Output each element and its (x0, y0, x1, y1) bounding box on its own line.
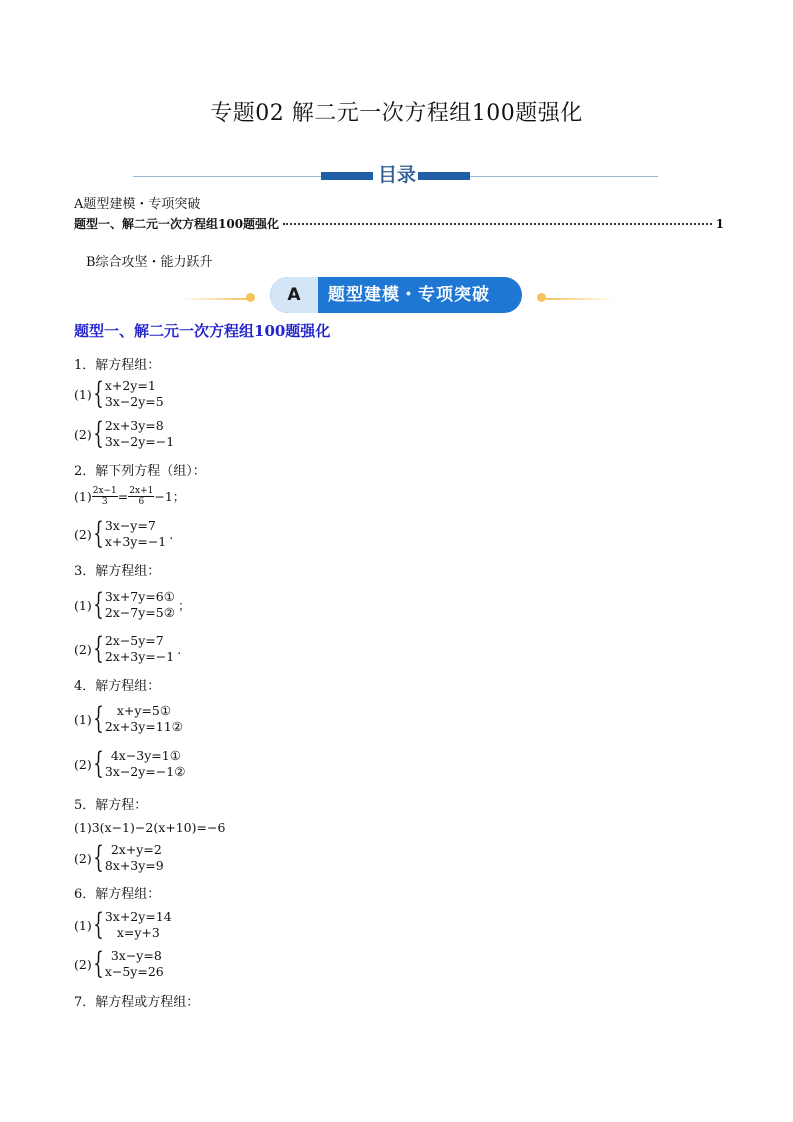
system-label: (2) (74, 850, 92, 866)
toc-heading: 目录 (377, 164, 416, 186)
system-label: (2) (74, 641, 92, 657)
fraction (92, 486, 118, 507)
system-1-2 (74, 418, 174, 450)
equation-label: (1) (74, 488, 92, 504)
question-2: 2．解下列方程（组）： (74, 464, 206, 479)
toc-entry[interactable] (74, 215, 724, 232)
banner-dot-left (246, 293, 255, 302)
punctuation: ； (177, 598, 191, 613)
fraction-denominator: 6 (138, 497, 145, 507)
fraction-numerator: 2x−1 (92, 486, 117, 496)
equation-rest: −1； (154, 488, 186, 504)
equals-sign: = (117, 488, 129, 504)
document-title: 专题02 解二元一次方程组100题强化 (210, 101, 583, 126)
brace-icon: { (93, 840, 104, 875)
toc-divider-right (470, 176, 658, 177)
banner-text: 题型建模・专项突破 (328, 285, 490, 305)
question-5: 5．解方程： (74, 798, 148, 813)
system-6-1 (74, 909, 172, 941)
system-3-1 (74, 589, 190, 621)
equation-line: 2x+y=2 (110, 842, 162, 857)
fraction-denominator: 3 (101, 497, 108, 507)
equation-line: x−5y=26 (104, 964, 164, 979)
toc-bar-left (321, 172, 373, 180)
system-6-2 (74, 948, 164, 980)
system-1-1 (74, 378, 164, 410)
system-label: (2) (74, 956, 92, 972)
equation-line: 2x−5y=7 (104, 633, 164, 648)
brace-icon: { (93, 376, 104, 411)
equation-line: 3x−2y=5 (104, 394, 164, 409)
equation-line: x+y=5① (116, 703, 172, 718)
system-label: (2) (74, 526, 92, 542)
equation-line: 2x+3y=11② (104, 719, 183, 734)
toc-entry-page: 1 (715, 217, 724, 231)
question-7: 7．解方程或方程组： (74, 995, 200, 1010)
brace-icon: { (93, 416, 104, 451)
equation-2-1 (74, 486, 185, 507)
system-label: (1) (74, 386, 92, 402)
equation-line: 2x−7y=5② (104, 605, 175, 620)
question-4: 4．解方程组： (74, 679, 161, 694)
section-banner (270, 277, 522, 313)
toc-entry-title: 题型一、解二元一次方程组100题强化 (74, 217, 280, 231)
system-label: (1) (74, 917, 92, 933)
punctuation: . (169, 526, 174, 542)
toc-leader-dots (283, 223, 712, 225)
equation-line: 3x−y=8 (110, 948, 162, 963)
toc-divider-left (133, 176, 321, 177)
brace-icon: { (93, 516, 104, 551)
question-1: 1．解方程组： (74, 358, 161, 373)
toc-part-a: A题型建模・专项突破 (74, 197, 201, 212)
fraction (128, 486, 154, 507)
system-4-2 (74, 748, 185, 780)
equation-line: 2x+3y=8 (104, 418, 164, 433)
brace-icon: { (93, 631, 104, 666)
brace-icon: { (93, 746, 104, 781)
punctuation: . (177, 641, 182, 657)
system-2-2 (74, 518, 173, 550)
equation-5-1: (1)3(x−1)−2(x+10)=−6 (74, 820, 226, 835)
equation-line: 3x+7y=6① (104, 589, 175, 604)
equation-line: 2x+3y=−1 (104, 649, 175, 664)
system-label: (2) (74, 426, 92, 442)
banner-dot-right (537, 293, 546, 302)
equation-line: 8x+3y=9 (104, 858, 164, 873)
equation-line: 3x−2y=−1② (104, 764, 186, 779)
equation-line: x+3y=−1 (104, 534, 167, 549)
brace-icon: { (93, 587, 104, 622)
banner-line-left (180, 298, 250, 300)
section-title: 题型一、解二元一次方程组100题强化 (74, 322, 331, 340)
equation-line: 4x−3y=1① (110, 748, 181, 763)
brace-icon: { (93, 907, 104, 942)
question-6: 6．解方程组： (74, 887, 161, 902)
question-3: 3．解方程组： (74, 564, 161, 579)
brace-icon: { (93, 946, 104, 981)
equation-line: x=y+3 (116, 925, 160, 940)
equation-line: 3x−y=7 (104, 518, 156, 533)
toc-part-b: B综合攻坚・能力跃升 (86, 255, 213, 270)
system-label: (1) (74, 597, 92, 613)
banner-line-right (546, 298, 616, 300)
equation-line: 3x−2y=−1 (104, 434, 175, 449)
equation-line: x+2y=1 (104, 378, 156, 393)
system-3-2 (74, 633, 181, 665)
system-4-1 (74, 703, 183, 735)
brace-icon: { (93, 701, 104, 736)
system-label: (2) (74, 756, 92, 772)
equation-line: 3x+2y=14 (104, 909, 172, 924)
banner-letter: A (270, 277, 318, 313)
fraction-numerator: 2x+1 (129, 486, 154, 496)
system-5-2 (74, 842, 164, 874)
toc-bar-right (418, 172, 470, 180)
system-label: (1) (74, 711, 92, 727)
